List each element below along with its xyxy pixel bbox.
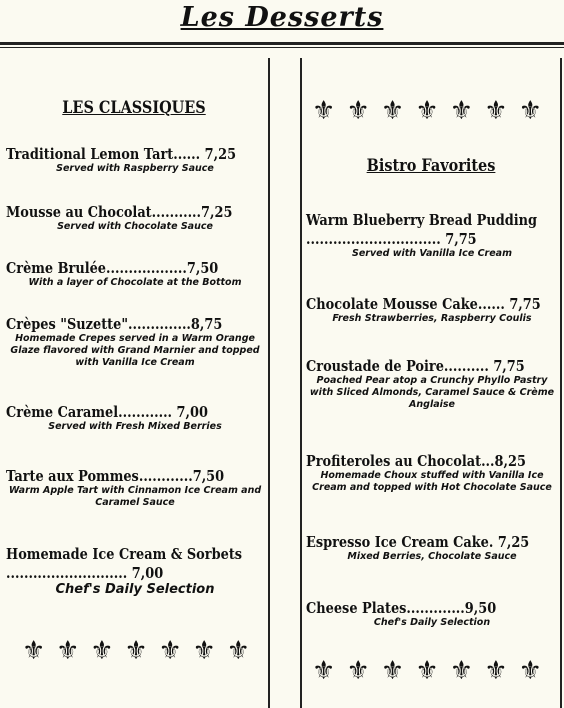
item-name: Cheese Plates.............9,50 (306, 599, 497, 617)
item-name: Crème Brulée..................7,50 (6, 259, 219, 277)
fleur-de-lis-icon: ⚜ (192, 636, 216, 666)
fleur-de-lis-icon: ⚜ (312, 96, 336, 126)
item-name: Croustade de Poire.......... 7,75 (306, 357, 525, 375)
item-description: Served with Vanilla Ice Cream (352, 248, 512, 259)
item-description: Homemade Crepes served in a Warm Orange Glaze flavored with Grand Marnier and topped with Vanilla Ice Cream (10, 333, 260, 368)
header-rule (0, 42, 564, 45)
item-description: Served with Fresh Mixed Berries (48, 421, 222, 432)
menu-item (6, 402, 264, 433)
menu-item (306, 598, 558, 629)
left-column (0, 58, 270, 708)
item-description: Chef's Daily Selection (55, 582, 215, 597)
item-description: Served with Chocolate Sauce (57, 221, 213, 232)
fleur-de-lis-icon: ⚜ (90, 636, 114, 666)
fleur-de-lis-icon: ⚜ (415, 96, 439, 126)
item-description: With a layer of Chocolate at the Bottom (28, 277, 242, 288)
fleur-de-lis-icon: ⚜ (415, 656, 439, 686)
fleur-de-lis-icon: ⚜ (518, 96, 542, 126)
item-description: Warm Apple Tart with Cinnamon Ice Cream and Caramel Sauce (8, 485, 262, 508)
item-name: Profiteroles au Chocolat...8,25 (306, 452, 526, 470)
item-price-line: ........................... 7,00 (6, 564, 164, 582)
fleur-de-lis-icon: ⚜ (22, 636, 46, 666)
item-name: Warm Blueberry Bread Pudding (306, 211, 538, 229)
fleur-de-lis-icon: ⚜ (484, 96, 508, 126)
fleur-de-lis-icon: ⚜ (124, 636, 148, 666)
item-name: Espresso Ice Cream Cake. 7,25 (306, 533, 530, 551)
fleur-de-lis-icon: ⚜ (56, 636, 80, 666)
item-description: Served with Raspberry Sauce (56, 163, 214, 174)
item-description: Mixed Berries, Chocolate Sauce (347, 551, 517, 562)
item-price-line: .............................. 7,75 (306, 230, 477, 248)
fleur-de-lis-icon: ⚜ (518, 656, 542, 686)
item-name: Tarte aux Pommes............7,50 (6, 467, 225, 485)
fleur-de-lis-icon: ⚜ (158, 636, 182, 666)
item-name: Traditional Lemon Tart...... 7,25 (6, 145, 237, 163)
fleur-de-lis-icon: ⚜ (449, 656, 474, 686)
menu-item (6, 466, 264, 509)
item-description: Chef's Daily Selection (373, 617, 491, 628)
fleur-de-lis-border (312, 98, 542, 124)
menu-item (306, 451, 558, 494)
item-name: Mousse au Chocolat...........7,25 (6, 203, 233, 221)
fleur-de-lis-icon: ⚜ (226, 636, 250, 666)
menu-item (6, 544, 264, 598)
menu-item (6, 144, 264, 175)
fleur-de-lis-icon: ⚜ (484, 656, 508, 686)
page-title: Les Desserts (180, 2, 384, 33)
menu-item (6, 314, 264, 369)
section-heading-classiques: LES CLASSIQUES (62, 98, 206, 118)
item-description: Fresh Strawberries, Raspberry Coulis (332, 313, 532, 324)
menu-item (6, 258, 264, 289)
item-name: Crème Caramel............ 7,00 (6, 403, 208, 421)
item-description: Homemade Choux stuffed with Vanilla Ice Cream and topped with Hot Chocolate Sauce (312, 470, 552, 493)
menu-item (306, 532, 558, 563)
fleur-de-lis-icon: ⚜ (346, 656, 370, 686)
header-rule-thin (0, 47, 564, 48)
fleur-de-lis-icon: ⚜ (380, 96, 405, 126)
fleur-de-lis-icon: ⚜ (380, 656, 405, 686)
right-column (300, 58, 562, 708)
fleur-de-lis-border (312, 658, 542, 684)
menu-item (306, 356, 558, 411)
fleur-de-lis-icon: ⚜ (312, 656, 336, 686)
item-name: Chocolate Mousse Cake...... 7,75 (306, 295, 541, 313)
item-name: Homemade Ice Cream & Sorbets (6, 545, 243, 563)
item-description: Poached Pear atop a Crunchy Phyllo Pastry with Sliced Almonds, Caramel Sauce & Crème Anglaise (309, 375, 555, 410)
menu-item (306, 294, 558, 325)
menu-item (306, 210, 558, 260)
item-name: Crèpes "Suzette"..............8,75 (6, 315, 223, 333)
fleur-de-lis-icon: ⚜ (346, 96, 370, 126)
menu-item (6, 202, 264, 233)
fleur-de-lis-border (22, 638, 250, 664)
section-heading-bistro: Bistro Favorites (366, 156, 496, 176)
fleur-de-lis-icon: ⚜ (449, 96, 474, 126)
